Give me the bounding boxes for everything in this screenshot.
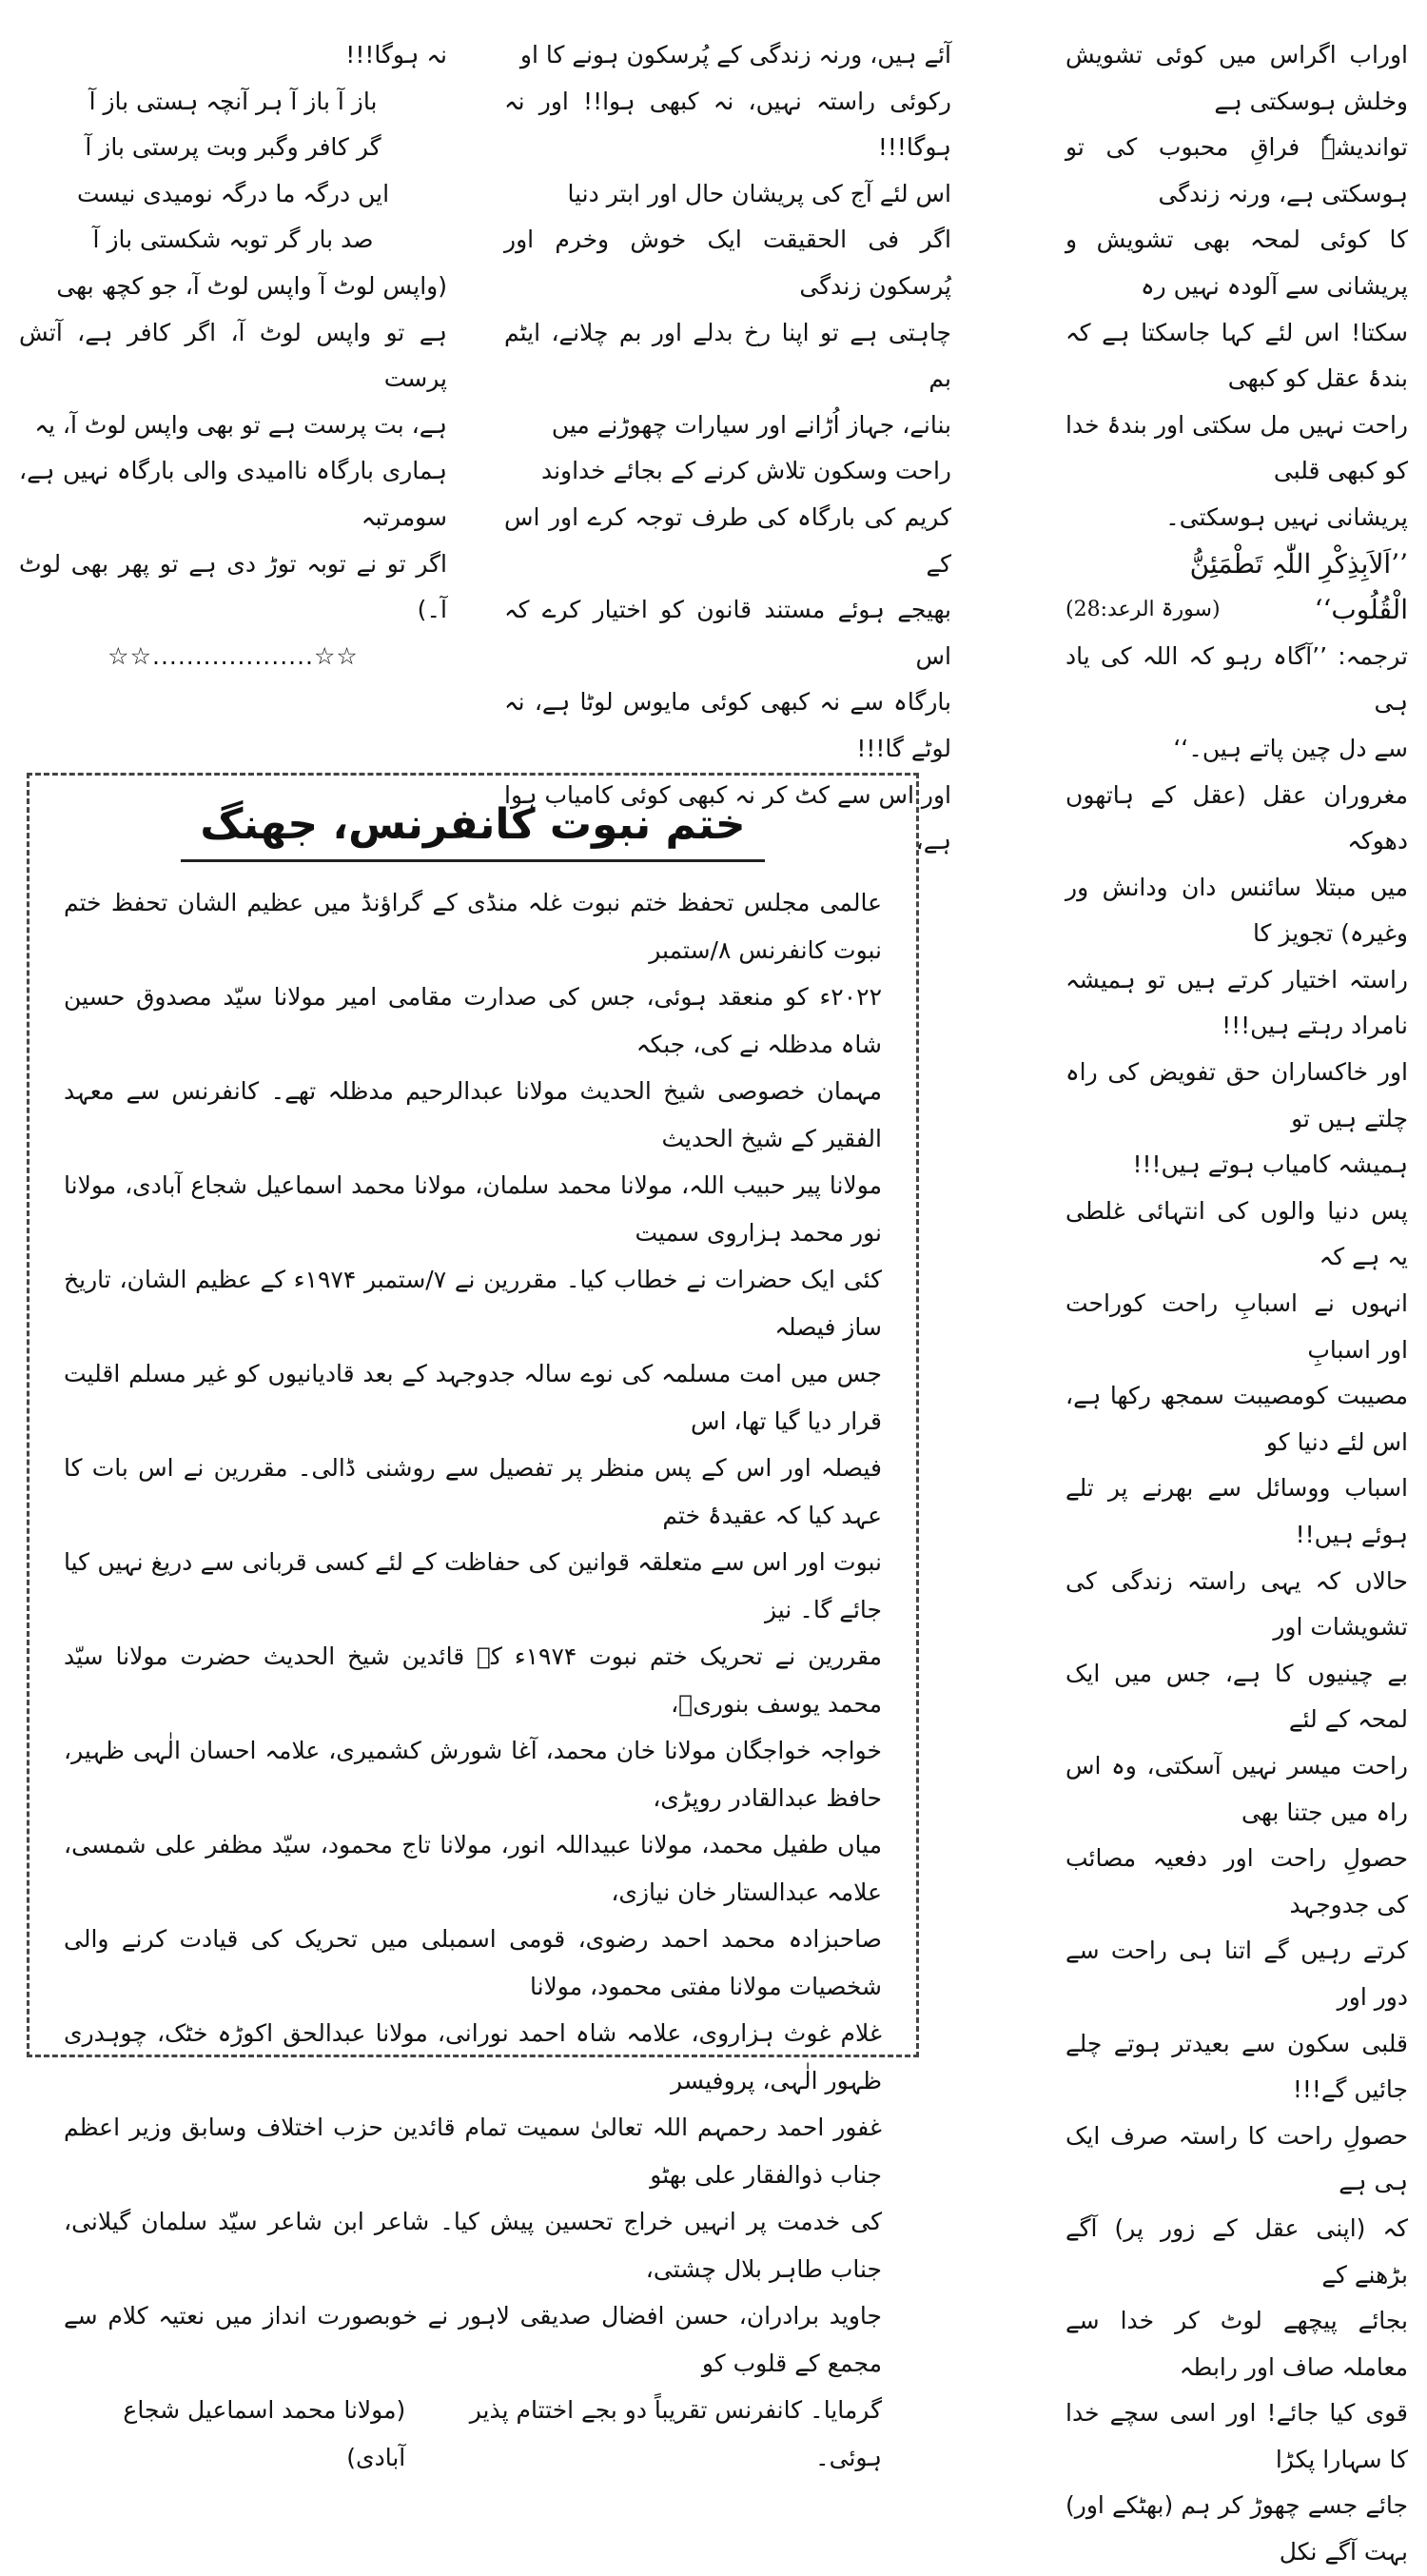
text-line: سکتا! اس لئے کہا جاسکتا ہے کہ بندۂ عقل کو کبھی	[1065, 318, 1408, 393]
middle-column	[504, 32, 951, 855]
poem-line: صد بار گر توبہ شکستی باز آ	[92, 226, 374, 254]
report-line: مقررین نے تحریک ختم نبوت ۱۹۷۴ء کے قائدین شیخ الحدیث حضرت مولانا سیّد محمد یوسف بنوریؒ،	[64, 1642, 882, 1718]
translation-line: سے دل چین پاتے ہیں۔‘‘	[1173, 734, 1408, 762]
text-line: راحت نہیں مل سکتی اور بندۂ خدا کو کبھی قلبی	[1065, 410, 1408, 485]
persian-poem	[19, 79, 447, 264]
text-line: حصولِ راحت اور دفعیہ مصائب کی جدوجہد	[1065, 1844, 1408, 1918]
text-line: راحت میسر نہیں آسکتی، وہ اس راہ میں جتنا بھی	[1065, 1751, 1408, 1826]
conference-report-box	[27, 773, 919, 2471]
translation-line: ہماری بارگاہ ناامیدی والی بارگاہ نہیں ہے، سومرتبہ	[19, 457, 447, 531]
poem-line: باز آ باز آ ہر آنچہ ہستی باز آ	[88, 87, 378, 115]
text-line: اوراب اگراس میں کوئی تشویش وخلش ہوسکتی ہے	[1065, 41, 1408, 115]
quran-verse-line-2	[1065, 587, 1408, 634]
report-line: غفور احمد رحمہم اللہ تعالیٰ سمیت تمام قائدین حزب اختلاف وسابق وزیر اعظم جناب ذوالفقار علی بھٹو	[64, 2114, 882, 2189]
translation-line: (واپس لوٹ آ واپس لوٹ آ، جو کچھ بھی	[56, 271, 447, 300]
poem-line: ایں درگہ ما درگہ نومیدی نیست	[76, 179, 390, 207]
text-line: قلبی سکون سے بعیدتر ہوتے چلے جائیں گے!!!	[1065, 2029, 1408, 2104]
text-line: پریشانی نہیں ہوسکتی۔	[1165, 502, 1408, 531]
report-line: جاوید برادران، حسن افضال صدیقی لاہور نے خوبصورت انداز میں نعتیہ کلام سے مجمع کے قلوب کو	[64, 2302, 882, 2377]
conference-report-body	[64, 879, 882, 2481]
text-line: چاہتی ہے تو اپنا رخ بدلے اور بم چلانے، ایٹم بم	[504, 318, 951, 393]
report-last-line: گرمایا۔ کانفرنس تقریباً دو بجے اختتام پذیر ہوئی۔	[469, 2396, 882, 2471]
text-line: اس لئے آج کی پریشان حال اور ابتر دنیا	[567, 179, 951, 207]
text-line: انہوں نے اسبابِ راحت کوراحت اور اسبابِ	[1065, 1289, 1408, 1364]
text-line: کہ (اپنی عقل کے زور پر) آگے بڑھنے کے	[1065, 2213, 1408, 2289]
text-line: رکوئی راستہ نہیں، نہ کبھی ہوا!! اور نہ ہوگا!!!	[504, 87, 951, 162]
report-line: عالمی مجلس تحفظ ختم نبوت غلہ منڈی کے گراؤنڈ میں عظیم الشان تحفظ ختم نبوت کانفرنس ۸/ستمبر	[64, 889, 882, 964]
text-line: بھیجے ہوئے مستند قانون کو اختیار کرے کہ اس	[504, 596, 951, 670]
text-line: بارگاہ سے نہ کبھی کوئی مایوس لوٹا ہے، نہ لوٹے گا!!!	[504, 688, 951, 762]
report-line: غلام غوث ہزاروی، علامہ شاہ احمد نورانی، مولانا عبدالحق اکوڑہ خٹک، چوہدری ظہور الٰہی، پروفیسر	[64, 2019, 882, 2094]
text-line: اگر فی الحقیقت ایک خوش وخرم اور پُرسکون زندگی	[504, 226, 951, 300]
translation-line: اگر تو نے توبہ توڑ دی ہے تو پھر بھی لوٹ آ۔)	[19, 549, 447, 624]
text-line: نہ ہوگا!!!	[345, 41, 447, 69]
text-line: کرتے رہیں گے اتنا ہی راحت سے دور اور	[1065, 1937, 1408, 2011]
report-line: نبوت اور اس سے متعلقہ قوانین کی حفاظت کے لئے کسی قربانی سے دریغ نہیں کیا جائے گا۔ نیز	[64, 1548, 882, 1623]
text-line: کا کوئی لمحہ بھی تشویش و پریشانی سے آلودہ نہیں رہ	[1065, 226, 1408, 300]
text-line: حالاں کہ یہی راستہ زندگی کی تشویشات اور	[1065, 1566, 1408, 1642]
report-line: میاں طفیل محمد، مولانا عبیداللہ انور، مولانا تاج محمود، سیّد مظفر علی شمسی، علامہ عبدالستار خان نیازی،	[64, 1831, 882, 1906]
translation-line: ہے تو واپس لوٹ آ، اگر کافر ہے، آتش پرست	[19, 318, 447, 393]
text-line: بنانے، جہاز اُڑانے اور سیارات چھوڑنے میں	[551, 410, 951, 439]
text-line: کریم کی بارگاہ کی طرف توجہ کرے اور اس کے	[504, 502, 951, 578]
conference-title-text: ختم نبوت کانفرنس، جھنگ	[181, 796, 764, 862]
text-line: آئے ہیں، ورنہ زندگی کے پُرسکون ہونے کا او	[519, 41, 951, 69]
report-line: فیصلہ اور اس کے پس منظر پر تفصیل سے روشنی ڈالی۔ مقررین نے اس بات کا عہد کیا کہ عقیدۂ ختم	[64, 1454, 882, 1529]
report-line: مہمان خصوصی شیخ الحدیث مولانا عبدالرحیم مدظلہ تھے۔ کانفرنس سے معہد الفقیر کے شیخ الحدیث	[64, 1077, 882, 1152]
text-line: راستہ اختیار کرتے ہیں تو ہمیشہ نامراد رہتے ہیں!!!	[1065, 965, 1408, 1040]
text-line: راحت وسکون تلاش کرنے کے بجائے خداوند	[540, 457, 951, 485]
report-line: کی خدمت پر انہیں خراج تحسین پیش کیا۔ شاعر ابن شاعر سیّد سلمان گیلانی، جناب طاہر بلال چشتی،	[64, 2208, 882, 2283]
verse-reference: (سورۃ الرعد:28)	[1065, 598, 1221, 622]
text-line: بجائے پیچھے لوٹ کر خدا سے معاملہ صاف اور رابطہ	[1065, 2307, 1408, 2381]
text-line: مغروران عقل (عقل کے ہاتھوں دھوکہ	[1065, 780, 1408, 855]
text-line: اور خاکساران حق تفویض کی راہ چلتے ہیں تو	[1065, 1058, 1408, 1132]
poem-line: گر کافر وگبر وبت پرستی باز آ	[85, 133, 381, 162]
text-line: اسباب ووسائل سے بھرنے پر تلے ہوئے ہیں!!	[1065, 1474, 1408, 1548]
text-line: اور اس سے کٹ کر نہ کبھی کوئی کامیاب ہوا ہے،	[504, 780, 951, 855]
text-line: مصیبت کومصیبت سمجھ رکھا ہے، اس لئے دنیا کو	[1065, 1382, 1408, 1456]
author-signature: (مولانا محمد اسماعیل شجاع آبادی)	[123, 2396, 406, 2471]
text-line: ہمیشہ کامیاب ہوتے ہیں!!!	[1132, 1150, 1408, 1179]
text-line: قوی کیا جائے! اور اسی سچے خدا کا سہارا پکڑا	[1065, 2399, 1408, 2473]
text-line: حصولِ راحت کا راستہ صرف ایک ہی ہے	[1065, 2121, 1408, 2196]
text-line: جائے جسے چھوڑ کر ہم (بھٹکے اور) بہت آگے نکل	[1065, 2491, 1408, 2566]
star-divider: ☆☆...................☆☆	[108, 641, 359, 670]
report-line: صاحبزادہ محمد احمد رضوی، قومی اسمبلی میں تحریک کی قیادت کرنے والی شخصیات مولانا مفتی محمود، مولانا	[64, 1925, 882, 2000]
translation-line: ہے، بت پرست ہے تو بھی واپس لوٹ آ، یہ	[34, 410, 447, 439]
quran-verse-end: الْقُلُوب‘‘	[1314, 594, 1408, 626]
report-line: کئی ایک حضرات نے خطاب کیا۔ مقررین نے ۷/ستمبر ۱۹۷۴ء کے عظیم الشان، تاریخ ساز فیصلہ	[64, 1266, 882, 1341]
report-footer	[64, 2387, 882, 2481]
left-column	[19, 32, 447, 784]
conference-title	[64, 796, 882, 862]
translation-line: ترجمہ: ’’آگاہ رہو کہ اللہ کی یاد ہی	[1065, 641, 1408, 717]
report-line: جس میں امت مسلمہ کی نوے سالہ جدوجہد کے بعد قادیانیوں کو غیر مسلم اقلیت قرار دیا گیا تھا، اس	[64, 1360, 882, 1435]
text-line: پس دنیا والوں کی انتہائی غلطی یہ ہے کہ	[1065, 1196, 1408, 1271]
text-line: میں مبتلا سائنس دان ودانش ور وغیرہ) تجویز کا	[1065, 873, 1408, 948]
right-column	[1065, 32, 1408, 2566]
quran-verse-line: ’’اَلاَبِذِکْرِ اللّٰہِ تَطْمَئِنُّ	[1189, 547, 1408, 580]
report-line: خواجہ خواجگان مولانا خان محمد، آغا شورش کشمیری، علامہ احسان الٰہی ظہیر، حافظ عبدالقادر روپڑی،	[64, 1737, 882, 1812]
text-line: تواندیشہٗ فراقِ محبوب کی تو ہوسکتی ہے، ورنہ زندگی	[1065, 133, 1408, 207]
report-line: مولانا پیر حبیب اللہ، مولانا محمد سلمان، مولانا محمد اسماعیل شجاع آبادی، مولانا نور محمد ہزاروی سمیت	[64, 1171, 882, 1247]
text-line: بے چینیوں کا ہے، جس میں ایک لمحہ کے لئے	[1065, 1659, 1408, 1734]
report-line: ۲۰۲۲ء کو منعقد ہوئی، جس کی صدارت مقامی امیر مولانا سیّد مصدوق حسین شاہ مدظلہ نے کی، جبکہ	[64, 983, 882, 1058]
